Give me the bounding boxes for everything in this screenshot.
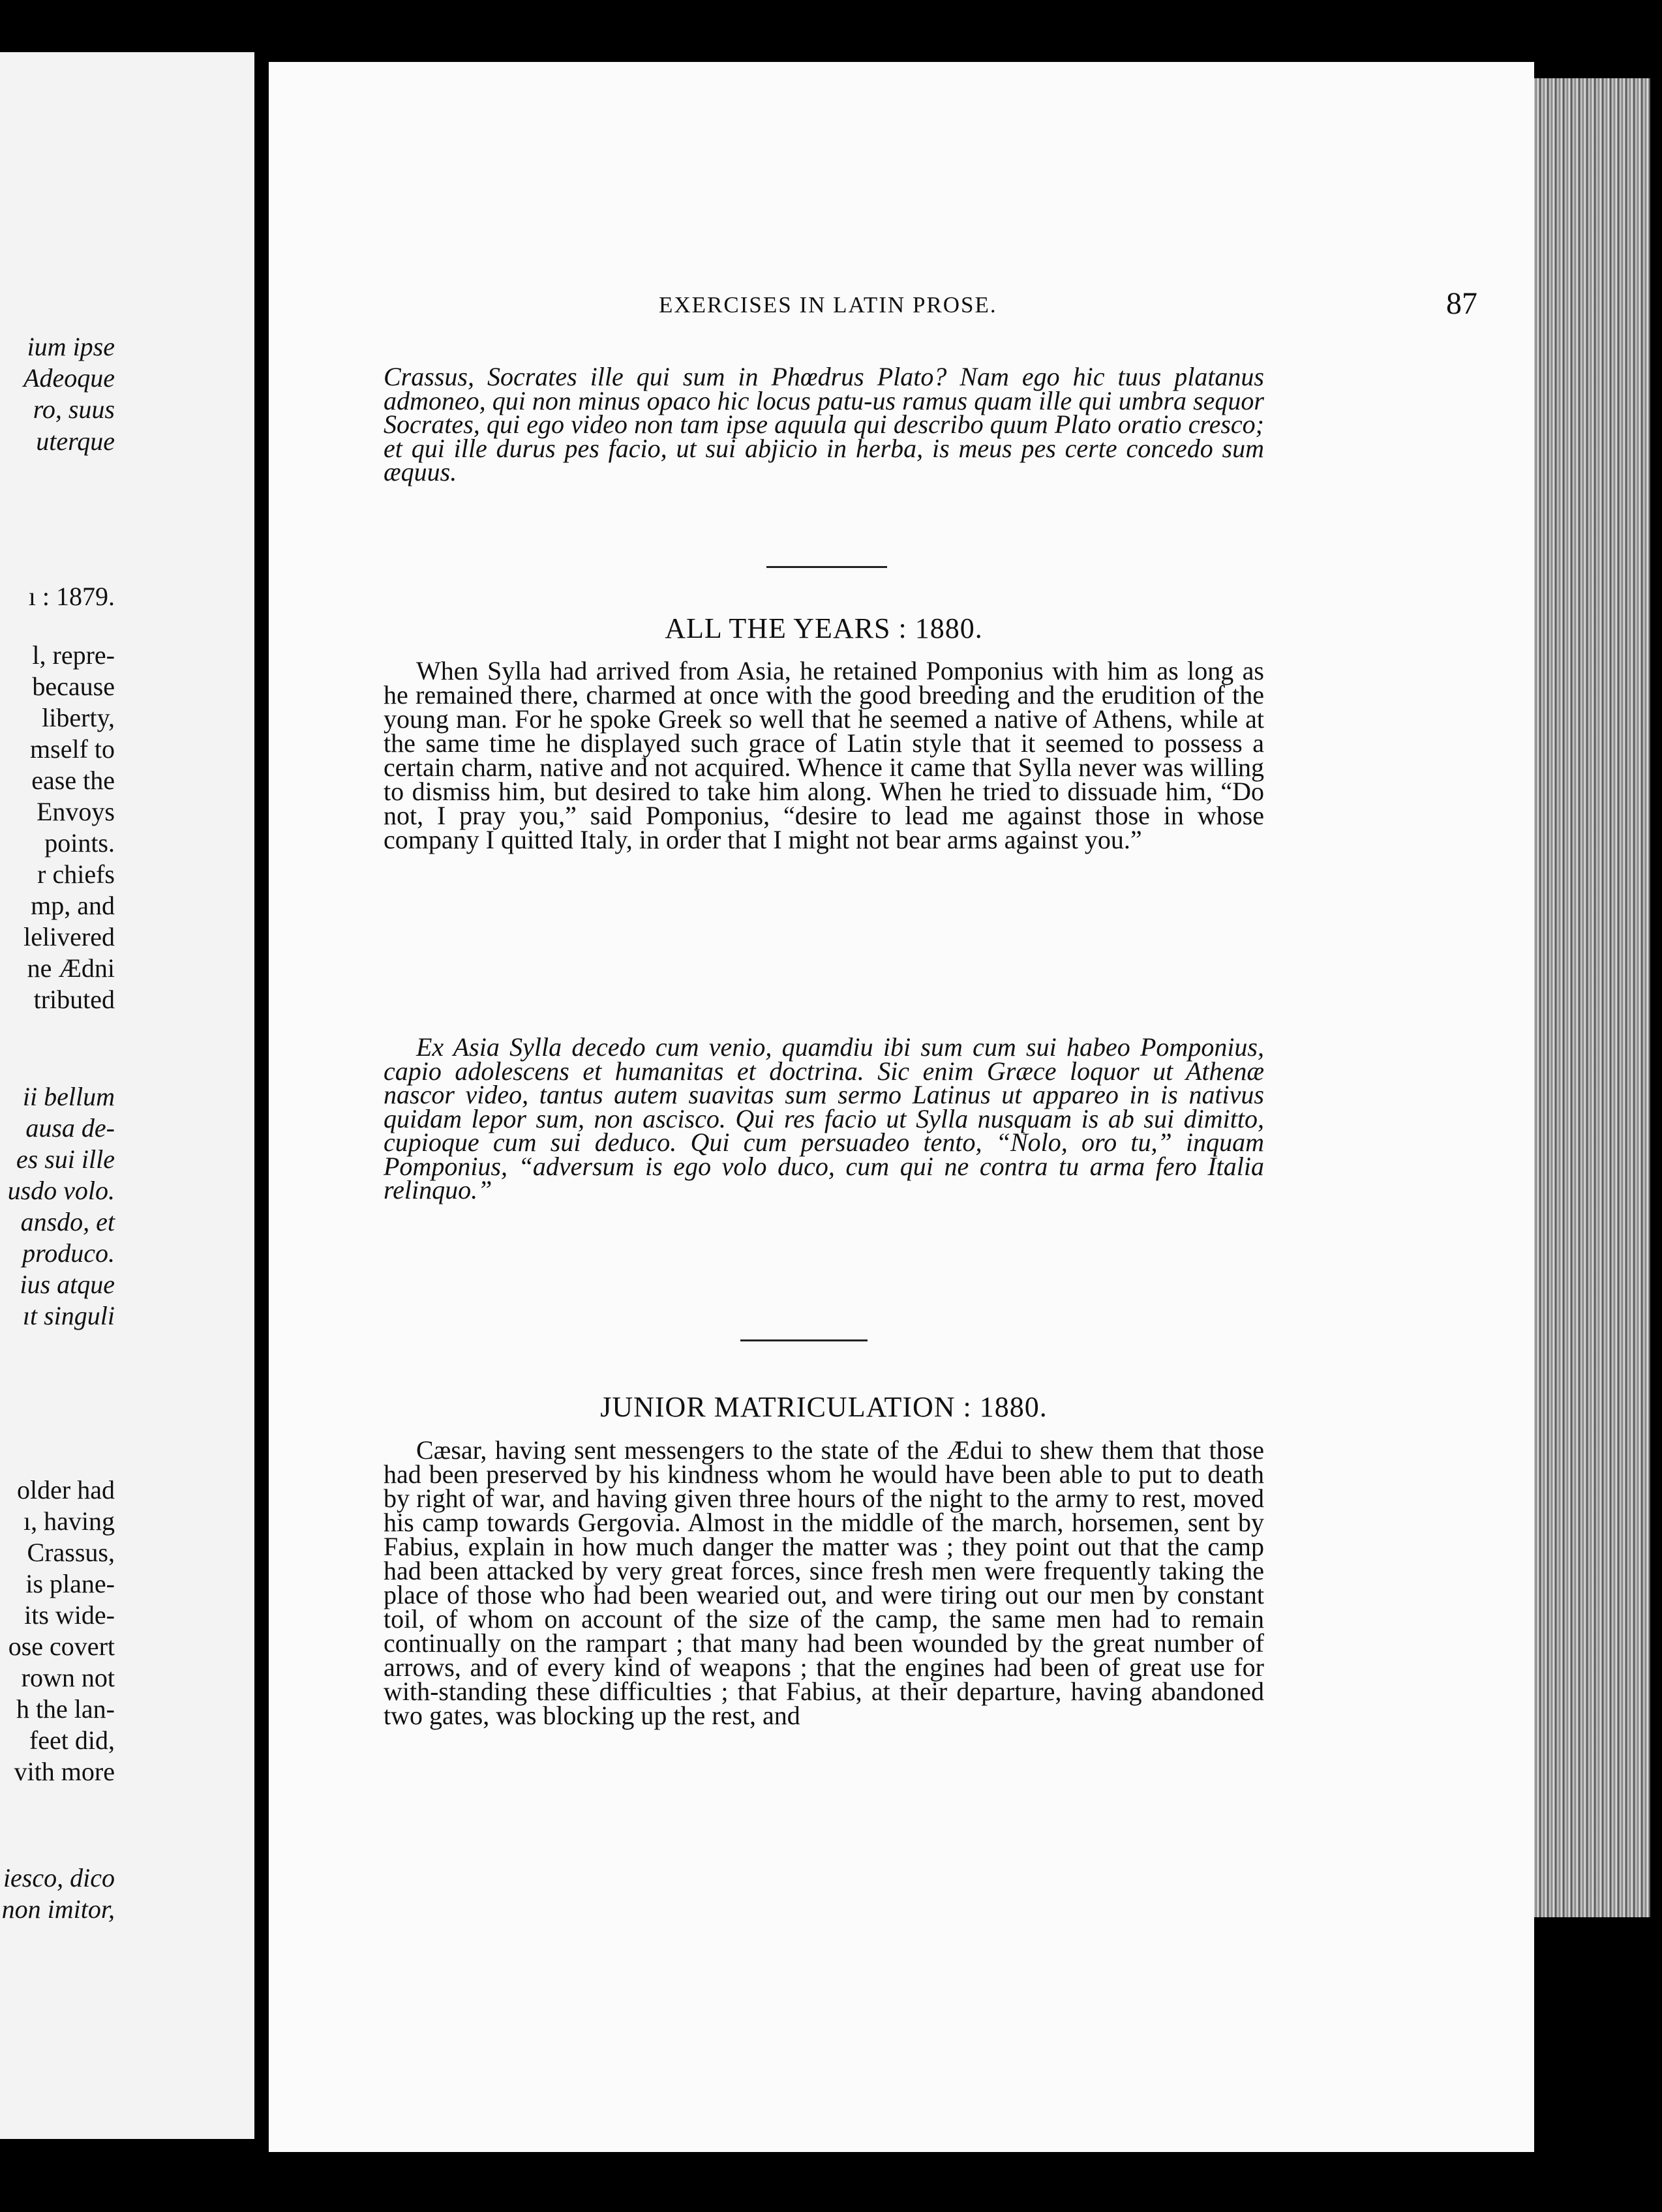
left-page-line: h the lan- xyxy=(16,1694,115,1724)
left-page-line: older had xyxy=(17,1475,115,1504)
left-page-line: ne Ædni xyxy=(27,953,115,983)
left-page-line: r chiefs xyxy=(37,859,115,889)
page-edge-shadow xyxy=(1650,0,1662,2212)
left-page-line: usdo volo. xyxy=(7,1176,115,1205)
section-heading: ALL THE YEARS : 1880. xyxy=(665,612,983,644)
left-page-line: ı, having xyxy=(23,1506,115,1536)
left-page-line: ose covert xyxy=(8,1632,115,1661)
left-page-line: ıt singuli xyxy=(22,1301,115,1330)
left-page-line: its wide- xyxy=(24,1600,115,1630)
english-passage-text: Cæsar, having sent messengers to the state of the Ædui to shew them that those had been preserved by his kindness whom he would have been able to put to death by right of war, and having given three hours of the night to the army to rest, moved his camp towards Gergovia. Almost in the middle of the march, horsemen, sent by Fabius, explain in how much danger the matter was ; they point out that the camp had been attacked by very great forces, since fresh men were frequently taking the place of those who had been wearied out, and were tiring out our men by constant toil, of whom on account of the size of the camp, the same men had to remain continually on the rampart ; that many had been wounded by the great number of arrows, and of every kind of weapons ; that the engines had been of great use for with-standing these difficulties ; that Fabius, at their departure, having abandoned two gates, was blocking up the rest, and xyxy=(384,1435,1264,1730)
english-passage xyxy=(384,1435,1264,1730)
left-page-line: Adeoque xyxy=(23,363,115,393)
left-page-line: es sui ille xyxy=(16,1144,115,1174)
english-passage xyxy=(384,656,1264,854)
left-page-line: ro, suus xyxy=(33,395,115,424)
left-page-line: iesco, dico xyxy=(3,1863,115,1892)
left-page-line: ausa de- xyxy=(25,1113,115,1143)
left-page-line: mself to xyxy=(30,734,115,764)
left-page-line: is plane- xyxy=(25,1569,115,1598)
left-page-line: feet did, xyxy=(29,1726,115,1755)
latin-top-text: Crassus, Socrates ille qui sum in Phœdrus Plato? Nam ego hic tuus platanus admoneo, qui non minus opaco hic locus patu-us ramus quam ille qui umbra sequor Socrates, qui ego video non tam ipse aquula qui describo quum Plato oratio cresco; et qui ille durus pes facio, ut sui abjicio in herba, is meus pes certe concedo sum æquus. xyxy=(384,362,1264,486)
left-page-line: Crassus, xyxy=(27,1538,115,1567)
left-page-line: Envoys xyxy=(37,797,115,826)
left-page-line: lelivered xyxy=(23,922,115,951)
latin-passage xyxy=(384,1032,1264,1204)
left-page-line: vith more xyxy=(14,1757,115,1786)
left-page-line: points. xyxy=(44,828,115,858)
left-page xyxy=(0,52,254,2139)
page-number: 87 xyxy=(1446,286,1477,321)
latin-passage-top xyxy=(384,362,1264,486)
left-page-line: because xyxy=(32,672,115,701)
left-page-line: uterque xyxy=(36,426,115,456)
section-divider xyxy=(766,566,887,568)
left-page-line: produco. xyxy=(22,1238,115,1268)
left-page-line: l, repre- xyxy=(32,640,115,670)
left-page-line: tributed xyxy=(33,985,115,1014)
header-title: EXERCISES IN LATIN PROSE. xyxy=(659,292,997,318)
left-page-line: mp, and xyxy=(31,891,115,920)
left-page-line: ius atque xyxy=(20,1270,115,1299)
left-page-line: ı : 1879. xyxy=(28,582,115,611)
english-passage-text: When Sylla had arrived from Asia, he retained Pomponius with him as long as he remained there, charmed at once with the good breeding and the erudition of the young man. For he spoke Greek so well that he seemed a native of Athens, while at the same time he displayed such grace of Latin style that it seemed to possess a certain charm, native and not acquired. Whence it came that Sylla never was willing to dismiss him, but desired to take him along. When he tried to dissuade him, “Do not, I pray you,” said Pomponius, “desire to lead me against those in whose company I quitted Italy, in order that I might not bear arms against you.” xyxy=(384,656,1264,854)
left-page-line: ease the xyxy=(31,766,115,795)
left-page-line: rown not xyxy=(21,1663,115,1692)
section-divider xyxy=(740,1339,868,1341)
left-page-line: non imitor, xyxy=(1,1894,115,1924)
left-page-line: liberty, xyxy=(42,703,115,732)
left-page-line: ansdo, et xyxy=(20,1207,115,1236)
left-page-line: ium ipse xyxy=(27,332,115,361)
left-page-line: ii bellum xyxy=(22,1082,115,1111)
page-edges xyxy=(1534,78,1650,1917)
latin-passage-text: Ex Asia Sylla decedo cum venio, quamdiu ibi sum cum sui habeo Pomponius, capio adolescens et humanitas et doctrina. Sic enim Græce loquor ut Athenæ nascor video, tantus autem suavitas sum sermo Latinus ut appareo in is nativus quidam lepor sum, non ascisco. Qui res facio ut Sylla nusquam is ab sui dimitto, cupioque cum sui deduco. Qui cum persuadeo tento, “Nolo, oro tu,” inquam Pomponius, “adversum is ego volo duco, cum qui ne contra tu arma fero Italia relinquo.” xyxy=(384,1032,1264,1204)
section-heading: JUNIOR MATRICULATION : 1880. xyxy=(600,1391,1048,1423)
